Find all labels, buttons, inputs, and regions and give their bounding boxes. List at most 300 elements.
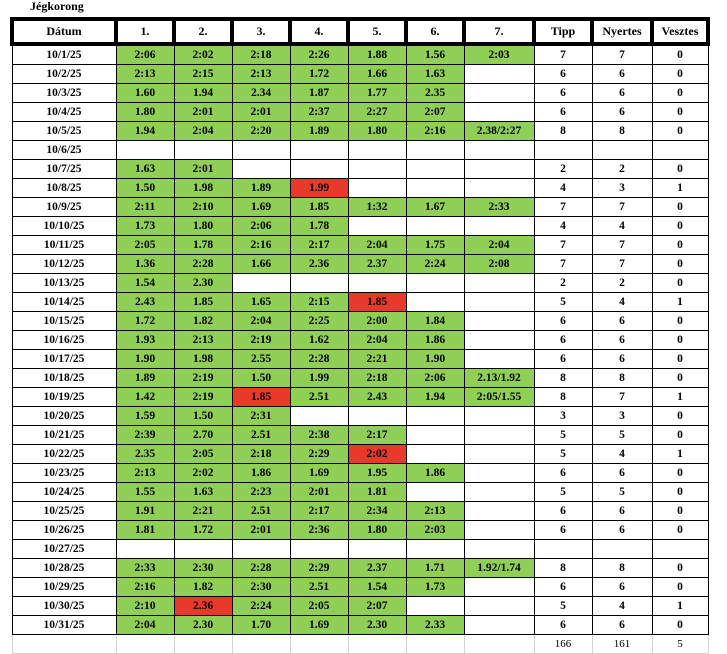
odds-cell[interactable]: 2.38/2:27 [464, 122, 534, 141]
odds-cell[interactable]: 1.85 [348, 293, 406, 312]
tipp-cell[interactable]: 7 [534, 236, 592, 255]
date-cell[interactable]: 10/21/25 [12, 426, 116, 445]
odds-cell[interactable] [464, 293, 534, 312]
odds-cell[interactable] [464, 464, 534, 483]
odds-cell[interactable] [406, 274, 464, 293]
vesztes-cell[interactable]: 0 [652, 369, 708, 388]
tipp-cell[interactable]: 5 [534, 445, 592, 464]
vesztes-cell[interactable]: 1 [652, 445, 708, 464]
vesztes-cell[interactable]: 0 [652, 559, 708, 578]
vesztes-cell[interactable]: 0 [652, 521, 708, 540]
odds-cell[interactable]: 2:17 [348, 426, 406, 445]
odds-cell[interactable]: 1.82 [174, 312, 232, 331]
date-cell[interactable]: 10/25/25 [12, 502, 116, 521]
tipp-cell[interactable]: 5 [534, 483, 592, 502]
odds-cell[interactable] [290, 160, 348, 179]
odds-cell[interactable] [116, 540, 174, 559]
odds-cell[interactable]: 1.50 [174, 407, 232, 426]
vesztes-cell[interactable]: 0 [652, 122, 708, 141]
odds-cell[interactable]: 1.84 [406, 312, 464, 331]
odds-cell[interactable] [232, 160, 290, 179]
odds-cell[interactable]: 1.90 [116, 350, 174, 369]
odds-cell[interactable]: 2.33 [406, 616, 464, 635]
odds-cell[interactable] [406, 407, 464, 426]
odds-cell[interactable]: 2:02 [174, 464, 232, 483]
odds-cell[interactable]: 1.91 [116, 502, 174, 521]
odds-cell[interactable] [464, 103, 534, 122]
odds-cell[interactable] [348, 407, 406, 426]
odds-cell[interactable]: 2:28 [290, 350, 348, 369]
tipp-cell[interactable]: 6 [534, 521, 592, 540]
odds-cell[interactable]: 2.37 [348, 559, 406, 578]
odds-cell[interactable]: 1.50 [232, 369, 290, 388]
date-cell[interactable]: 10/27/25 [12, 540, 116, 559]
odds-cell[interactable]: 2:01 [174, 160, 232, 179]
odds-cell[interactable]: 1.85 [290, 198, 348, 217]
tipp-cell[interactable]: 4 [534, 217, 592, 236]
nyertes-cell[interactable]: 4 [592, 597, 652, 616]
vesztes-cell[interactable]: 0 [652, 198, 708, 217]
nyertes-cell[interactable]: 6 [592, 65, 652, 84]
column-header-0[interactable]: Dátum [12, 19, 116, 44]
odds-cell[interactable] [406, 179, 464, 198]
nyertes-cell[interactable]: 6 [592, 103, 652, 122]
column-header-8[interactable]: Tipp [534, 19, 592, 44]
odds-cell[interactable]: 2:11 [116, 198, 174, 217]
tipp-cell[interactable]: 4 [534, 179, 592, 198]
odds-cell[interactable]: 1.86 [406, 331, 464, 350]
nyertes-cell[interactable]: 5 [592, 483, 652, 502]
nyertes-cell[interactable] [592, 540, 652, 559]
odds-cell[interactable]: 2:34 [348, 502, 406, 521]
odds-cell[interactable]: 2:33 [116, 559, 174, 578]
date-cell[interactable]: 10/20/25 [12, 407, 116, 426]
column-header-3[interactable]: 3. [232, 19, 290, 44]
odds-cell[interactable]: 1.99 [290, 179, 348, 198]
odds-cell[interactable]: 2:15 [174, 65, 232, 84]
odds-cell[interactable]: 2:21 [348, 350, 406, 369]
nyertes-cell[interactable]: 4 [592, 445, 652, 464]
odds-cell[interactable]: 2:37 [290, 103, 348, 122]
nyertes-cell[interactable]: 6 [592, 331, 652, 350]
odds-cell[interactable]: 1.75 [406, 236, 464, 255]
odds-cell[interactable] [464, 597, 534, 616]
odds-cell[interactable]: 2:17 [290, 236, 348, 255]
odds-cell[interactable]: 2:13 [116, 464, 174, 483]
nyertes-cell[interactable]: 7 [592, 44, 652, 65]
vesztes-cell[interactable]: 0 [652, 65, 708, 84]
date-cell[interactable]: 10/6/25 [12, 141, 116, 160]
odds-cell[interactable]: 1.98 [174, 179, 232, 198]
odds-cell[interactable]: 2:26 [290, 44, 348, 65]
date-cell[interactable]: 10/26/25 [12, 521, 116, 540]
odds-cell[interactable]: 2:05 [116, 236, 174, 255]
date-cell[interactable]: 10/23/25 [12, 464, 116, 483]
odds-cell[interactable]: 1.36 [116, 255, 174, 274]
odds-cell[interactable]: 1.66 [232, 255, 290, 274]
odds-cell[interactable]: 2.70 [174, 426, 232, 445]
odds-cell[interactable]: 1.63 [406, 65, 464, 84]
nyertes-cell[interactable]: 8 [592, 559, 652, 578]
nyertes-cell[interactable]: 3 [592, 407, 652, 426]
odds-cell[interactable]: 1.92/1.74 [464, 559, 534, 578]
odds-cell[interactable] [464, 65, 534, 84]
tipp-cell[interactable]: 6 [534, 350, 592, 369]
odds-cell[interactable] [232, 274, 290, 293]
odds-cell[interactable]: 1.85 [232, 388, 290, 407]
date-cell[interactable]: 10/9/25 [12, 198, 116, 217]
odds-cell[interactable]: 2:04 [174, 122, 232, 141]
odds-cell[interactable]: 2:05 [174, 445, 232, 464]
odds-cell[interactable]: 1.65 [232, 293, 290, 312]
total-vesztes[interactable]: 5 [652, 635, 708, 654]
date-cell[interactable]: 10/12/25 [12, 255, 116, 274]
vesztes-cell[interactable]: 0 [652, 464, 708, 483]
odds-cell[interactable] [464, 578, 534, 597]
odds-cell[interactable] [464, 521, 534, 540]
odds-cell[interactable] [232, 141, 290, 160]
odds-cell[interactable] [464, 331, 534, 350]
odds-cell[interactable]: 2:01 [174, 103, 232, 122]
nyertes-cell[interactable]: 6 [592, 521, 652, 540]
odds-cell[interactable]: 1.54 [348, 578, 406, 597]
odds-cell[interactable]: 2.36 [290, 255, 348, 274]
tipp-cell[interactable]: 7 [534, 198, 592, 217]
column-header-1[interactable]: 1. [116, 19, 174, 44]
column-header-5[interactable]: 5. [348, 19, 406, 44]
vesztes-cell[interactable]: 1 [652, 597, 708, 616]
odds-cell[interactable]: 1.89 [290, 122, 348, 141]
odds-cell[interactable]: 2:06 [232, 217, 290, 236]
odds-cell[interactable]: 1.78 [290, 217, 348, 236]
odds-cell[interactable] [348, 141, 406, 160]
vesztes-cell[interactable]: 1 [652, 179, 708, 198]
odds-cell[interactable]: 2:39 [116, 426, 174, 445]
odds-cell[interactable]: 2:15 [290, 293, 348, 312]
odds-cell[interactable]: 2:29 [290, 559, 348, 578]
tipp-cell[interactable]: 5 [534, 293, 592, 312]
odds-cell[interactable]: 2:30 [232, 578, 290, 597]
date-cell[interactable]: 10/22/25 [12, 445, 116, 464]
odds-cell[interactable] [348, 179, 406, 198]
odds-cell[interactable]: 1.88 [348, 44, 406, 65]
nyertes-cell[interactable]: 6 [592, 312, 652, 331]
odds-cell[interactable] [290, 141, 348, 160]
odds-cell[interactable]: 2:10 [116, 597, 174, 616]
nyertes-cell[interactable]: 8 [592, 122, 652, 141]
odds-cell[interactable]: 2:13 [116, 65, 174, 84]
odds-cell[interactable] [464, 483, 534, 502]
odds-cell[interactable]: 1.86 [406, 464, 464, 483]
vesztes-cell[interactable] [652, 141, 708, 160]
odds-cell[interactable]: 2:20 [232, 122, 290, 141]
column-header-9[interactable]: Nyertes [592, 19, 652, 44]
odds-cell[interactable]: 2:07 [348, 597, 406, 616]
odds-cell[interactable]: 1.66 [348, 65, 406, 84]
odds-cell[interactable]: 1.63 [116, 160, 174, 179]
tipp-cell[interactable]: 6 [534, 65, 592, 84]
odds-cell[interactable] [464, 84, 534, 103]
odds-cell[interactable]: 2:36 [290, 521, 348, 540]
odds-cell[interactable]: 1.62 [290, 331, 348, 350]
odds-cell[interactable]: 2:17 [290, 502, 348, 521]
vesztes-cell[interactable]: 0 [652, 160, 708, 179]
odds-cell[interactable]: 2:24 [406, 255, 464, 274]
nyertes-cell[interactable]: 7 [592, 236, 652, 255]
tipp-cell[interactable]: 5 [534, 426, 592, 445]
odds-cell[interactable] [464, 141, 534, 160]
tipp-cell[interactable]: 7 [534, 44, 592, 65]
odds-cell[interactable]: 2:19 [174, 369, 232, 388]
odds-cell[interactable] [464, 445, 534, 464]
nyertes-cell[interactable]: 6 [592, 578, 652, 597]
vesztes-cell[interactable]: 1 [652, 388, 708, 407]
odds-cell[interactable]: 2:27 [348, 103, 406, 122]
odds-cell[interactable]: 1.99 [290, 369, 348, 388]
odds-cell[interactable]: 1.80 [174, 217, 232, 236]
odds-cell[interactable] [406, 160, 464, 179]
nyertes-cell[interactable]: 7 [592, 255, 652, 274]
odds-cell[interactable]: 2.13/1.92 [464, 369, 534, 388]
odds-cell[interactable]: 2:04 [232, 312, 290, 331]
vesztes-cell[interactable]: 0 [652, 483, 708, 502]
date-cell[interactable]: 10/18/25 [12, 369, 116, 388]
odds-cell[interactable] [464, 540, 534, 559]
odds-cell[interactable]: 2.30 [174, 616, 232, 635]
date-cell[interactable]: 10/13/25 [12, 274, 116, 293]
odds-cell[interactable]: 1.94 [406, 388, 464, 407]
date-cell[interactable]: 10/7/25 [12, 160, 116, 179]
odds-cell[interactable] [116, 141, 174, 160]
date-cell[interactable]: 10/14/25 [12, 293, 116, 312]
odds-cell[interactable]: 1.60 [116, 84, 174, 103]
odds-cell[interactable]: 2:01 [232, 103, 290, 122]
odds-cell[interactable]: 1.73 [406, 578, 464, 597]
odds-cell[interactable]: 1.72 [116, 312, 174, 331]
odds-cell[interactable]: 2:18 [232, 445, 290, 464]
nyertes-cell[interactable]: 2 [592, 160, 652, 179]
odds-cell[interactable]: 2.51 [290, 578, 348, 597]
column-header-6[interactable]: 6. [406, 19, 464, 44]
date-cell[interactable]: 10/16/25 [12, 331, 116, 350]
vesztes-cell[interactable]: 0 [652, 331, 708, 350]
odds-cell[interactable]: 1.56 [406, 44, 464, 65]
odds-cell[interactable]: 2:05/1.55 [464, 388, 534, 407]
odds-cell[interactable]: 2.37 [348, 255, 406, 274]
odds-cell[interactable] [174, 141, 232, 160]
odds-cell[interactable]: 2:03 [406, 521, 464, 540]
odds-cell[interactable]: 1.50 [116, 179, 174, 198]
odds-cell[interactable]: 1.80 [348, 521, 406, 540]
odds-cell[interactable]: 1.67 [406, 198, 464, 217]
odds-cell[interactable]: 1.42 [116, 388, 174, 407]
odds-cell[interactable]: 1.78 [174, 236, 232, 255]
vesztes-cell[interactable]: 0 [652, 578, 708, 597]
vesztes-cell[interactable]: 1 [652, 293, 708, 312]
vesztes-cell[interactable]: 0 [652, 255, 708, 274]
odds-cell[interactable]: 1.81 [348, 483, 406, 502]
odds-cell[interactable]: 2:03 [464, 44, 534, 65]
nyertes-cell[interactable]: 3 [592, 179, 652, 198]
odds-cell[interactable] [348, 540, 406, 559]
tipp-cell[interactable]: 8 [534, 388, 592, 407]
odds-cell[interactable]: 2:01 [232, 521, 290, 540]
odds-cell[interactable]: 2.35 [116, 445, 174, 464]
column-header-10[interactable]: Vesztes [652, 19, 708, 44]
vesztes-cell[interactable]: 0 [652, 407, 708, 426]
odds-cell[interactable] [464, 274, 534, 293]
date-cell[interactable]: 10/19/25 [12, 388, 116, 407]
odds-cell[interactable]: 2:00 [348, 312, 406, 331]
odds-cell[interactable]: 2:02 [348, 445, 406, 464]
tipp-cell[interactable]: 6 [534, 331, 592, 350]
date-cell[interactable]: 10/5/25 [12, 122, 116, 141]
odds-cell[interactable]: 2.30 [348, 616, 406, 635]
date-cell[interactable]: 10/29/25 [12, 578, 116, 597]
odds-cell[interactable] [464, 502, 534, 521]
odds-cell[interactable]: 2:23 [232, 483, 290, 502]
odds-cell[interactable]: 2:07 [406, 103, 464, 122]
odds-cell[interactable]: 1.89 [116, 369, 174, 388]
odds-cell[interactable] [464, 179, 534, 198]
odds-cell[interactable]: 2.51 [232, 502, 290, 521]
tipp-cell[interactable]: 6 [534, 312, 592, 331]
nyertes-cell[interactable]: 6 [592, 464, 652, 483]
nyertes-cell[interactable]: 8 [592, 369, 652, 388]
tipp-cell[interactable]: 6 [534, 84, 592, 103]
tipp-cell[interactable] [534, 540, 592, 559]
odds-cell[interactable]: 1.63 [174, 483, 232, 502]
date-cell[interactable]: 10/31/25 [12, 616, 116, 635]
date-cell[interactable]: 10/2/25 [12, 65, 116, 84]
odds-cell[interactable]: 1.95 [348, 464, 406, 483]
odds-cell[interactable] [290, 274, 348, 293]
odds-cell[interactable]: 2:04 [348, 236, 406, 255]
odds-cell[interactable]: 2.51 [232, 426, 290, 445]
odds-cell[interactable] [348, 160, 406, 179]
vesztes-cell[interactable]: 0 [652, 217, 708, 236]
tipp-cell[interactable]: 8 [534, 559, 592, 578]
odds-cell[interactable] [464, 350, 534, 369]
odds-cell[interactable]: 2.35 [406, 84, 464, 103]
odds-cell[interactable] [406, 141, 464, 160]
odds-cell[interactable]: 1.86 [232, 464, 290, 483]
odds-cell[interactable]: 1:32 [348, 198, 406, 217]
odds-cell[interactable]: 2.34 [232, 84, 290, 103]
odds-cell[interactable]: 2:19 [174, 388, 232, 407]
column-header-4[interactable]: 4. [290, 19, 348, 44]
odds-cell[interactable]: 1.93 [116, 331, 174, 350]
odds-cell[interactable]: 1.90 [406, 350, 464, 369]
odds-cell[interactable]: 1.69 [290, 616, 348, 635]
odds-cell[interactable] [174, 540, 232, 559]
nyertes-cell[interactable]: 2 [592, 274, 652, 293]
odds-cell[interactable] [406, 445, 464, 464]
odds-cell[interactable]: 2:01 [290, 483, 348, 502]
odds-cell[interactable]: 1.69 [290, 464, 348, 483]
odds-cell[interactable]: 1.55 [116, 483, 174, 502]
odds-cell[interactable]: 2:05 [290, 597, 348, 616]
odds-cell[interactable]: 2.51 [290, 388, 348, 407]
tipp-cell[interactable]: 5 [534, 597, 592, 616]
odds-cell[interactable] [290, 540, 348, 559]
odds-cell[interactable]: 2:38 [290, 426, 348, 445]
odds-cell[interactable] [348, 217, 406, 236]
odds-cell[interactable]: 2:25 [290, 312, 348, 331]
vesztes-cell[interactable]: 0 [652, 44, 708, 65]
odds-cell[interactable]: 1.72 [290, 65, 348, 84]
odds-cell[interactable]: 1.71 [406, 559, 464, 578]
odds-cell[interactable]: 1.73 [116, 217, 174, 236]
odds-cell[interactable]: 1.81 [116, 521, 174, 540]
odds-cell[interactable] [406, 426, 464, 445]
odds-cell[interactable] [406, 293, 464, 312]
vesztes-cell[interactable]: 0 [652, 103, 708, 122]
date-cell[interactable]: 10/3/25 [12, 84, 116, 103]
odds-cell[interactable]: 1.98 [174, 350, 232, 369]
vesztes-cell[interactable]: 0 [652, 502, 708, 521]
odds-cell[interactable]: 1.82 [174, 578, 232, 597]
odds-cell[interactable] [232, 540, 290, 559]
date-cell[interactable]: 10/10/25 [12, 217, 116, 236]
total-tipp[interactable]: 166 [534, 635, 592, 654]
odds-cell[interactable]: 2:06 [116, 44, 174, 65]
nyertes-cell[interactable]: 7 [592, 198, 652, 217]
odds-cell[interactable]: 2:18 [348, 369, 406, 388]
vesztes-cell[interactable]: 0 [652, 350, 708, 369]
date-cell[interactable]: 10/17/25 [12, 350, 116, 369]
odds-cell[interactable]: 2:28 [174, 255, 232, 274]
odds-cell[interactable]: 2:13 [174, 331, 232, 350]
date-cell[interactable]: 10/1/25 [12, 44, 116, 65]
odds-cell[interactable]: 1.85 [174, 293, 232, 312]
nyertes-cell[interactable]: 6 [592, 616, 652, 635]
odds-cell[interactable] [464, 312, 534, 331]
odds-cell[interactable] [406, 540, 464, 559]
odds-cell[interactable]: 2:18 [232, 44, 290, 65]
date-cell[interactable]: 10/8/25 [12, 179, 116, 198]
odds-cell[interactable]: 2:10 [174, 198, 232, 217]
odds-cell[interactable]: 2:02 [174, 44, 232, 65]
odds-cell[interactable]: 1.94 [174, 84, 232, 103]
tipp-cell[interactable]: 6 [534, 616, 592, 635]
odds-cell[interactable] [290, 407, 348, 426]
tipp-cell[interactable]: 2 [534, 160, 592, 179]
odds-cell[interactable] [406, 483, 464, 502]
tipp-cell[interactable]: 6 [534, 464, 592, 483]
odds-cell[interactable]: 1.94 [116, 122, 174, 141]
odds-cell[interactable]: 2:04 [464, 236, 534, 255]
tipp-cell[interactable]: 2 [534, 274, 592, 293]
odds-cell[interactable]: 2.55 [232, 350, 290, 369]
odds-cell[interactable]: 1.87 [290, 84, 348, 103]
tipp-cell[interactable]: 6 [534, 502, 592, 521]
tipp-cell[interactable] [534, 141, 592, 160]
odds-cell[interactable]: 2:29 [290, 445, 348, 464]
nyertes-cell[interactable] [592, 141, 652, 160]
nyertes-cell[interactable]: 5 [592, 426, 652, 445]
odds-cell[interactable] [464, 217, 534, 236]
vesztes-cell[interactable]: 0 [652, 426, 708, 445]
tipp-cell[interactable]: 8 [534, 122, 592, 141]
odds-cell[interactable]: 2.30 [174, 274, 232, 293]
nyertes-cell[interactable]: 6 [592, 350, 652, 369]
odds-cell[interactable]: 2:16 [406, 122, 464, 141]
tipp-cell[interactable]: 7 [534, 255, 592, 274]
odds-cell[interactable]: 2:21 [174, 502, 232, 521]
tipp-cell[interactable]: 8 [534, 369, 592, 388]
date-cell[interactable]: 10/24/25 [12, 483, 116, 502]
